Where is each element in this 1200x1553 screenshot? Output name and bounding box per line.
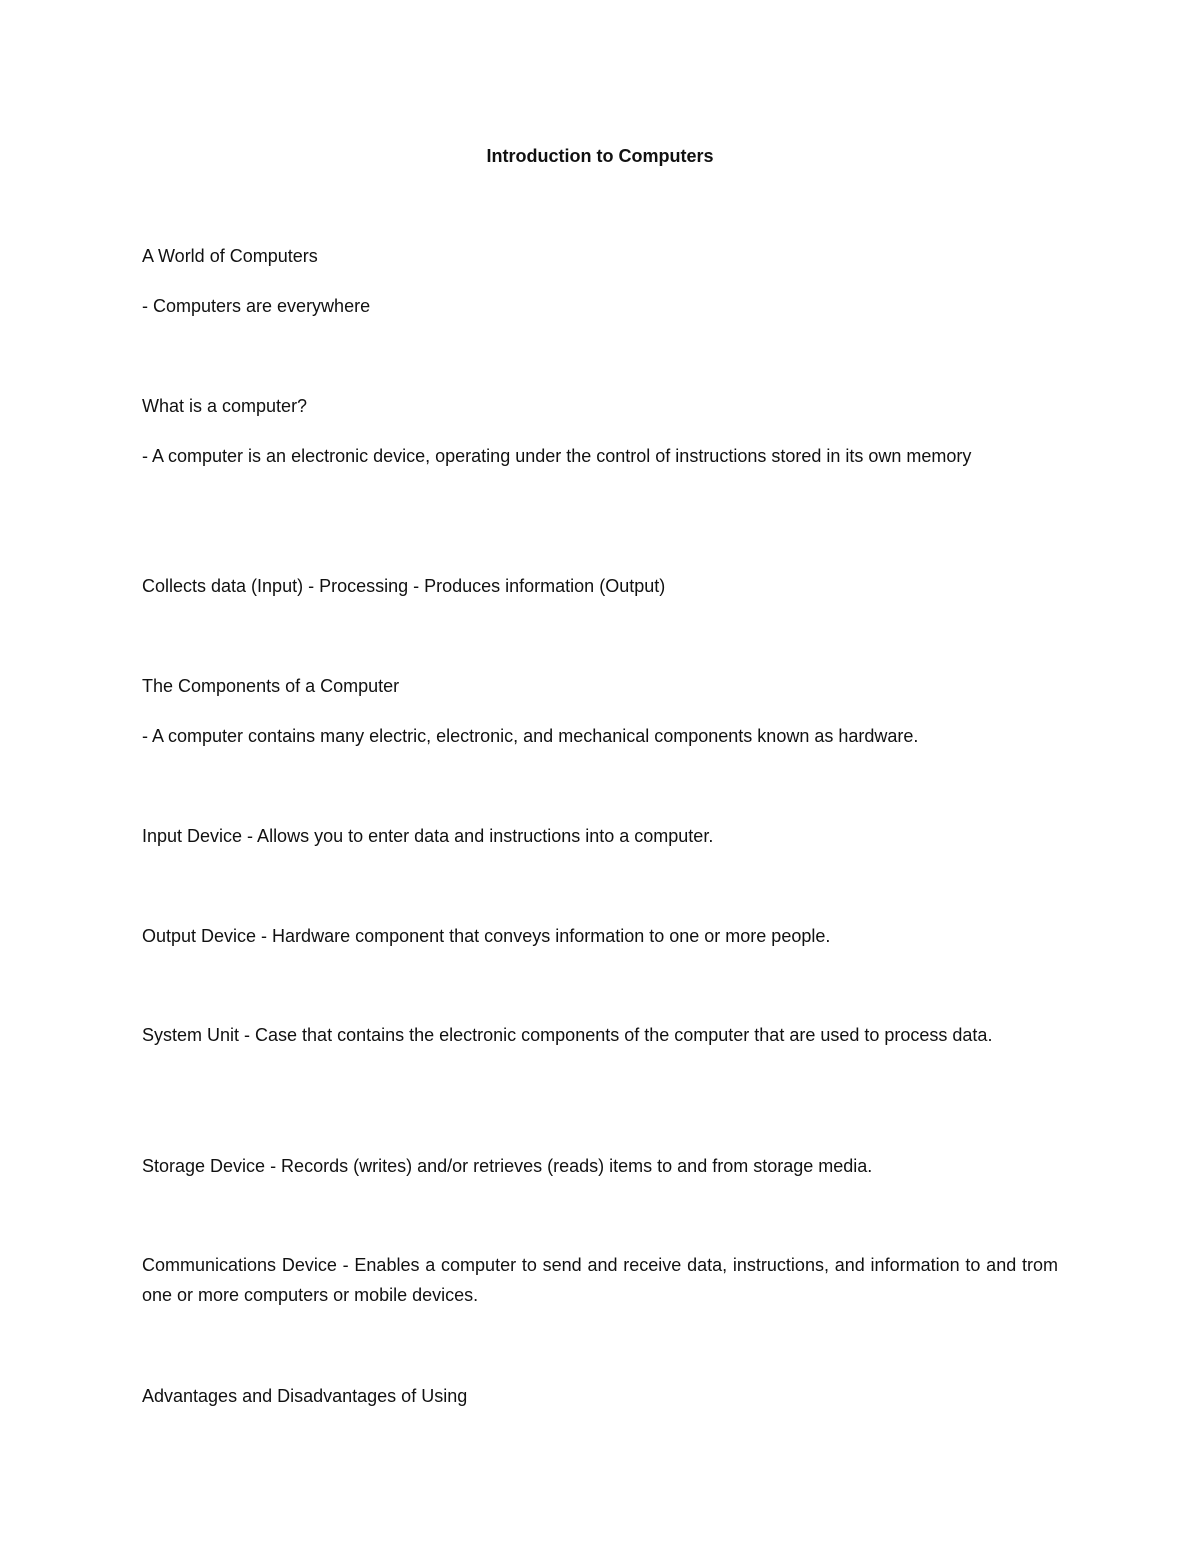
paragraph-storage-device: Storage Device - Records (writes) and/or retrieves (reads) items to and from storage media. xyxy=(142,1156,873,1176)
paragraph-hardware: - A computer contains many electric, electronic, and mechanical components known as hardware. xyxy=(142,726,919,746)
page-title: Introduction to Computers xyxy=(486,146,714,166)
paragraph-output-device: Output Device - Hardware component that conveys information to one or more people. xyxy=(142,926,831,946)
paragraph-ipo: Collects data (Input) - Processing - Produces information (Output) xyxy=(142,576,666,596)
paragraph-definition: - A computer is an electronic device, operating under the control of instructions stored in its own memory xyxy=(142,446,972,466)
section-heading-world: A World of Computers xyxy=(142,246,318,266)
section-heading-components: The Components of a Computer xyxy=(142,676,400,696)
paragraph-input-device: Input Device - Allows you to enter data and instructions into a computer. xyxy=(142,826,714,846)
paragraph-communications-device: Communications Device - Enables a computer to send and receive data, instructions, and information to and trom one or more computers or mobile devices. xyxy=(142,1255,1058,1305)
paragraph-everywhere: - Computers are everywhere xyxy=(142,296,371,316)
section-heading-advantages: Advantages and Disadvantages of Using xyxy=(142,1386,468,1406)
paragraph-system-unit: System Unit - Case that contains the electronic components of the computer that are used to process data. xyxy=(142,1025,993,1045)
section-heading-what-is: What is a computer? xyxy=(142,396,308,416)
